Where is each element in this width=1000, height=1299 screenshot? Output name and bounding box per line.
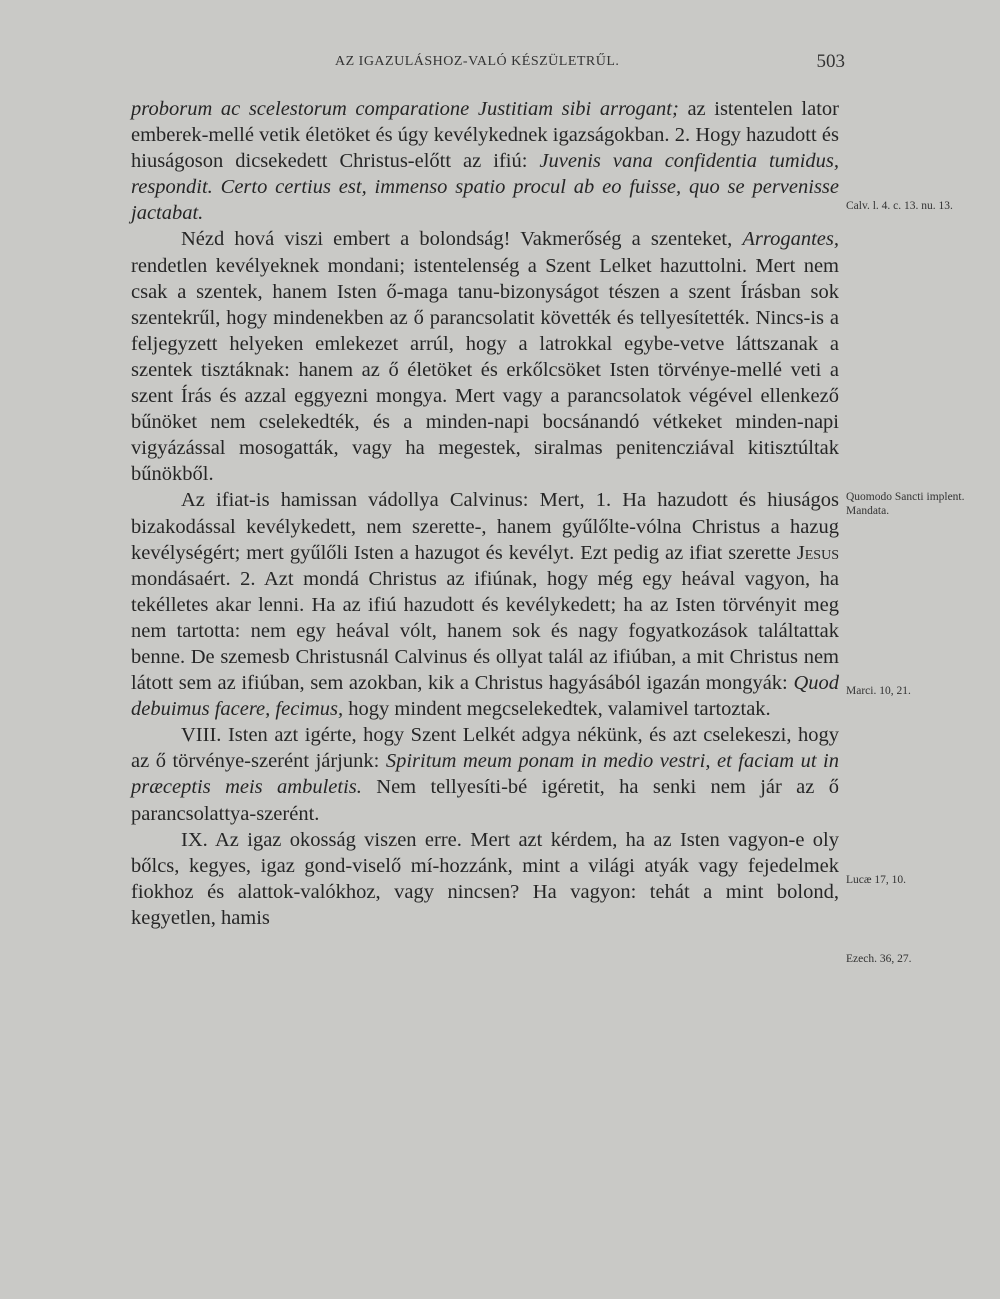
running-title: AZ IGAZULÁSHOZ-VALÓ KÉSZÜLETRŰL.	[335, 54, 620, 69]
text-run: az istentelen lator emberek-mellé vetik életöket és úgy kevélykednek igazságokban. 2. Hogy hazudott és hiuságoson dicsekedett Christus-előtt az ifiú:	[131, 98, 839, 173]
text-run: mondásaért. 2. Azt mondá Christus az ifiúnak, hogy még egy heával vagyon, ha tekélletes akar lenni. Ha az ifiú hazudott és kevélykedett; ha az Isten törvényit meg nem tartotta: nem egy heával vólt, hanem sok és nagy fogyatkozások találtattak benne. De szemesb Christusnál Calvinus és ollyat talál az ifiúban, a mit Christus nem látott sem az ifiúban, sem azokban, kik a Christus hagyásából igazán mongyák:	[131, 567, 839, 695]
text-run: hogy mindent megcselekedtek, valamivel tartoztak.	[343, 698, 771, 721]
margin-note: Lucæ 17, 10.	[846, 874, 907, 886]
text-run: Nem tellyesíti-bé igéretit, ha senki nem jár az ő parancsolattya-szerént.	[131, 776, 840, 825]
latin-quote: proborum ac scelestorum comparatione Justitiam sibi arrogant;	[131, 98, 679, 120]
latin-quote: Spiritum meum ponam in medio vestri, et faciam ut in præceptis meis ambuletis.	[131, 750, 839, 799]
body-text	[131, 96, 839, 931]
text-run: Az ifiat-is hamissan vádollya Calvinus: Mert, 1. Ha hazudott és hiuságos bizakodással kevélykedett, nem szerette-, hanem gyűlőlte-vólna Christus a hazug kevélységért; mert gyűlőli Isten a hazugot és kevélyt. Ezt pedig az ifiat szerette	[131, 489, 839, 564]
small-caps-name: Jesus	[796, 541, 839, 564]
latin-quote: Quod debuimus facere, fecimus,	[131, 672, 839, 721]
text-run: IX. Az igaz okosság viszen erre. Mert azt kérdem, ha az Isten vagyon-e oly bőlcs, kegyes, igaz gond-viselő mí-hozzánk, mint a világi atyák vagy fejedelmek fiokhoz és alattok-valókhoz, vagy nincsen? Ha vagyon: tehát a mint bolond, kegyetlen, hamis	[131, 828, 839, 929]
margin-note: Quomodo Sancti implent. Mandata.	[846, 491, 965, 517]
paragraph-4	[131, 722, 839, 826]
margin-note: Calv. l. 4. c. 13. nu. 13.	[846, 200, 953, 212]
margin-note: Marci. 10, 21.	[846, 685, 911, 697]
page-number: 503	[816, 51, 845, 72]
text-run: Nézd hová viszi embert a bolondság! Vakmerőség a szenteket,	[181, 228, 743, 251]
margin-note: Ezech. 36, 27.	[846, 953, 912, 965]
paragraph-1	[131, 96, 839, 226]
page-header	[130, 51, 845, 80]
paragraph-2	[131, 226, 839, 487]
paragraph-3	[131, 487, 839, 722]
latin-quote: Juvenis vana confidentia tumidus, respondit. Certo certius est, immenso spatio procul ab eo fuisse, quo se pervenisse jactabat.	[131, 150, 839, 225]
paragraph-5	[131, 827, 839, 931]
latin-term: Arrogantes,	[742, 228, 839, 251]
text-run: rendetlen kevélyeknek mondani; istentelenség a Szent Lelket hazuttolni. Mert nem csak a szentek, hanem Isten ő-maga tanu-bizonyságot tészen a szent Írásban sok szentekrűl, hogy mindenekben az ő parancsolatit követték és tellyesítették. Nincs-is a feljegyzett helyeken emlekezet arrúl, hogy a latrokkal egybe-vetve láttszanak a szentek tisztáknak: hanem az ő életöket és erkőlcsöket Isten törvénye-mellé veti a szent Írás és azzal eggyezni mongya. Mert vagy a parancsolatok végével ellenkező bűnöket nem cselekedték, és a minden-napi bocsánandó vétkeket minden-napi vigyázással mosogatták, vagy ha megestek, siralmas penitencziával kitisztúltak bűnökből.	[131, 254, 839, 486]
text-run: VIII. Isten azt igérte, hogy Szent Lelkét adgya nékünk, és azt cselekeszi, hogy az ő törvénye-szerént járjunk:	[131, 724, 839, 773]
